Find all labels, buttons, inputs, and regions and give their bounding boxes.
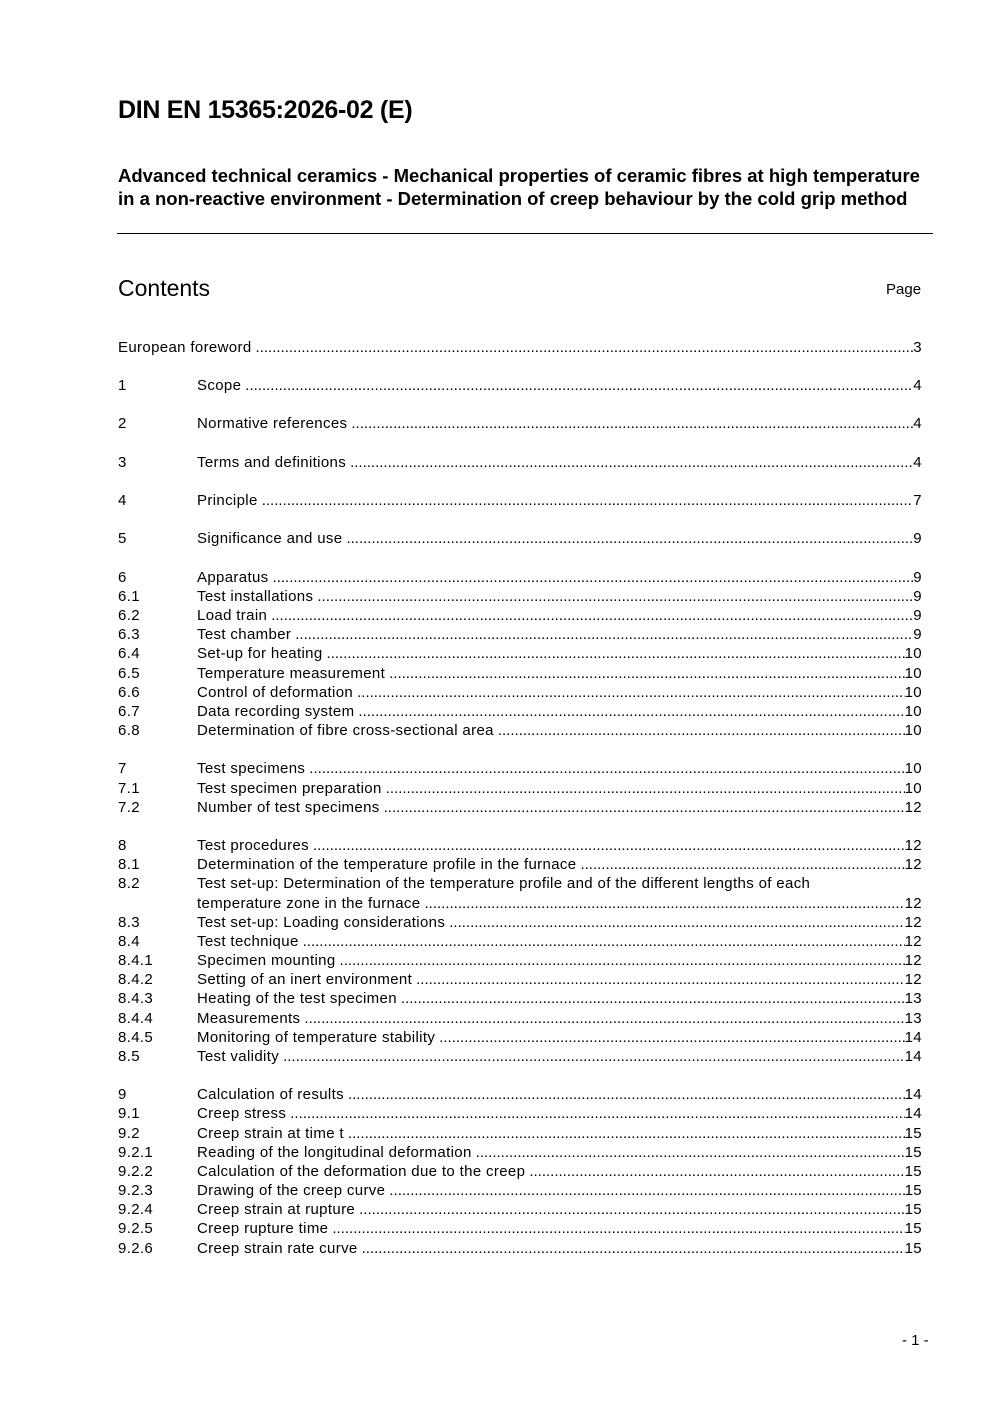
- toc-title: Test specimens: [197, 760, 306, 777]
- toc-page: 4: [913, 454, 922, 471]
- toc-leader: [313, 836, 905, 856]
- toc-page: 10: [904, 645, 922, 662]
- toc-leader: [401, 989, 905, 1009]
- toc-number: 9.1: [118, 1105, 140, 1122]
- toc-entry-8-4-1[interactable]: [118, 951, 922, 971]
- toc-leader: [362, 1239, 905, 1259]
- toc-entry-3[interactable]: [118, 453, 922, 473]
- toc-leader: [439, 1028, 904, 1048]
- toc-title: Temperature measurement: [197, 665, 386, 682]
- toc-number: 9.2: [118, 1125, 140, 1142]
- toc-page: 9: [913, 607, 922, 624]
- toc-title: Test procedures: [197, 837, 309, 854]
- toc-number: 6: [118, 569, 127, 586]
- toc-leader: [346, 529, 913, 549]
- toc-entry-9-2[interactable]: [118, 1124, 922, 1144]
- toc-leader: [309, 759, 904, 779]
- toc-entry-9-2-2[interactable]: [118, 1162, 922, 1182]
- toc-title: Creep rupture time: [197, 1220, 329, 1237]
- toc-number: 9.2.5: [118, 1220, 154, 1237]
- toc-title: Test set-up: Determination of the temperature profile and of the different lengths of each: [197, 875, 811, 892]
- toc-entry-4[interactable]: [118, 491, 922, 511]
- toc-entry-6-3[interactable]: [118, 625, 922, 645]
- toc-leader: [351, 414, 913, 434]
- toc-page: 14: [904, 1086, 922, 1103]
- toc-entry-9-2-4[interactable]: [118, 1200, 922, 1220]
- toc-page: 7: [913, 492, 922, 509]
- toc-entry-9[interactable]: [118, 1085, 922, 1105]
- toc-title: Heating of the test specimen: [197, 990, 397, 1007]
- toc-number: 8.1: [118, 856, 140, 873]
- toc-entry-9-2-5[interactable]: [118, 1219, 922, 1239]
- toc-title: Calculation of the deformation due to the creep: [197, 1163, 526, 1180]
- toc-leader: [327, 644, 905, 664]
- toc-title: Creep strain rate curve: [197, 1240, 358, 1257]
- toc-entry-8[interactable]: [118, 836, 922, 856]
- toc-title: European foreword: [118, 339, 252, 356]
- toc-title: Significance and use: [197, 530, 343, 547]
- toc-page: 15: [904, 1201, 922, 1218]
- toc-entry-8-4[interactable]: [118, 932, 922, 952]
- toc-number: 9.2.1: [118, 1144, 154, 1161]
- toc-number: 3: [118, 454, 127, 471]
- toc-leader: [359, 1200, 904, 1220]
- toc-number: 8.4: [118, 933, 140, 950]
- toc-entry-9-2-3[interactable]: [118, 1181, 922, 1201]
- toc-leader: [304, 1009, 904, 1029]
- toc-title: Control of deformation: [197, 684, 354, 701]
- toc-page: 15: [904, 1144, 922, 1161]
- toc-number: 4: [118, 492, 127, 509]
- toc-number: 6.4: [118, 645, 140, 662]
- toc-entry-5[interactable]: [118, 529, 922, 549]
- toc-leader: [290, 1104, 904, 1124]
- toc-page: 12: [904, 856, 922, 873]
- toc-entry-8-2-continued[interactable]: [118, 894, 922, 914]
- toc-leader: [357, 683, 904, 703]
- toc-page: 10: [904, 684, 922, 701]
- toc-page: 10: [904, 780, 922, 797]
- toc-number: 2: [118, 415, 127, 432]
- toc-page: 15: [904, 1240, 922, 1257]
- toc-title-continued: temperature zone in the furnace: [197, 895, 421, 912]
- toc-page: 15: [904, 1220, 922, 1237]
- toc-page: 12: [904, 799, 922, 816]
- page-column-label: Page: [886, 281, 922, 298]
- toc-title: Test technique: [197, 933, 299, 950]
- toc-leader: [271, 606, 913, 626]
- toc-number: 6.3: [118, 626, 140, 643]
- toc-number: 9.2.4: [118, 1201, 154, 1218]
- toc-title: Scope: [197, 377, 242, 394]
- toc-page: 9: [913, 626, 922, 643]
- toc-page: 4: [913, 415, 922, 432]
- toc-page: 15: [904, 1125, 922, 1142]
- toc-entry-6-6[interactable]: [118, 683, 922, 703]
- toc-leader: [317, 587, 913, 607]
- toc-page: 12: [904, 933, 922, 950]
- toc-entry-6-8[interactable]: [118, 721, 922, 741]
- toc-title: Test validity: [197, 1048, 280, 1065]
- toc-leader: [580, 855, 904, 875]
- toc-title: Creep stress: [197, 1105, 287, 1122]
- toc-leader: [529, 1162, 904, 1182]
- toc-leader: [340, 951, 905, 971]
- toc-page: 12: [904, 895, 922, 912]
- toc-page: 9: [913, 569, 922, 586]
- toc-leader: [350, 453, 913, 473]
- toc-leader: [476, 1143, 905, 1163]
- toc-page: 15: [904, 1163, 922, 1180]
- toc-number: 8: [118, 837, 127, 854]
- toc-leader: [348, 1124, 905, 1144]
- toc-entry-9-1[interactable]: [118, 1104, 922, 1124]
- toc-entry-8-4-5[interactable]: [118, 1028, 922, 1048]
- toc-page: 14: [904, 1048, 922, 1065]
- toc-page: 13: [904, 990, 922, 1007]
- toc-page: 12: [904, 914, 922, 931]
- toc-entry-8-3[interactable]: [118, 913, 922, 933]
- toc-title: Creep strain at time t: [197, 1125, 344, 1142]
- toc-entry-6[interactable]: [118, 568, 922, 588]
- toc-entry-6-4[interactable]: [118, 644, 922, 664]
- toc-number: 8.5: [118, 1048, 140, 1065]
- toc-page: 15: [904, 1182, 922, 1199]
- toc-entry-7-2[interactable]: [118, 798, 922, 818]
- toc-title: Terms and definitions: [197, 454, 347, 471]
- toc-leader: [389, 664, 904, 684]
- toc-leader: [386, 779, 905, 799]
- toc-page: 10: [904, 665, 922, 682]
- toc-title: Calculation of results: [197, 1086, 344, 1103]
- toc-leader: [416, 970, 904, 990]
- toc-entry-7[interactable]: [118, 759, 922, 779]
- toc-page: 13: [904, 1010, 922, 1027]
- toc-page: 12: [904, 952, 922, 969]
- toc-title: Principle: [197, 492, 258, 509]
- toc-page: 10: [904, 703, 922, 720]
- toc-number: 8.3: [118, 914, 140, 931]
- toc-entry-2[interactable]: [118, 414, 922, 434]
- toc-leader: [424, 894, 904, 914]
- toc-page: 14: [904, 1029, 922, 1046]
- toc-title: Drawing of the creep curve: [197, 1182, 386, 1199]
- toc-leader: [256, 338, 914, 358]
- toc-title: Test set-up: Loading considerations: [197, 914, 446, 931]
- toc-title: Test installations: [197, 588, 314, 605]
- toc-title: Setting of an inert environment: [197, 971, 413, 988]
- toc-leader: [358, 702, 904, 722]
- toc-number: 7.1: [118, 780, 140, 797]
- toc-title: Test specimen preparation: [197, 780, 382, 797]
- toc-title: Reading of the longitudinal deformation: [197, 1144, 472, 1161]
- toc-page: 3: [913, 339, 922, 356]
- toc-title: Monitoring of temperature stability: [197, 1029, 436, 1046]
- toc-number: 7.2: [118, 799, 140, 816]
- toc-entry-6-5[interactable]: [118, 664, 922, 684]
- toc-number: 6.1: [118, 588, 140, 605]
- toc-leader: [498, 721, 905, 741]
- toc-number: 1: [118, 377, 127, 394]
- toc-title: Specimen mounting: [197, 952, 336, 969]
- toc-leader: [449, 913, 904, 933]
- toc-number: 6.8: [118, 722, 140, 739]
- toc-entry-6-7[interactable]: [118, 702, 922, 722]
- toc-page: 4: [913, 377, 922, 394]
- toc-page: 12: [904, 837, 922, 854]
- toc-title: Creep strain at rupture: [197, 1201, 356, 1218]
- toc-number: 6.5: [118, 665, 140, 682]
- toc-number: 7: [118, 760, 127, 777]
- toc-number: 9.2.6: [118, 1240, 154, 1257]
- toc-entry-9-2-6[interactable]: [118, 1239, 922, 1259]
- toc-leader: [273, 568, 914, 588]
- toc-title: Test chamber: [197, 626, 292, 643]
- toc-leader: [245, 376, 913, 396]
- toc-number: 9: [118, 1086, 127, 1103]
- toc-title: Apparatus: [197, 569, 269, 586]
- toc-number: 9.2.3: [118, 1182, 154, 1199]
- doc-title: Advanced technical ceramics - Mechanical properties of ceramic fibres at high temperature in a non-reactive environment - Determination of creep behaviour by the cold grip method: [118, 165, 920, 209]
- toc-entry-1[interactable]: [118, 376, 922, 396]
- toc-entry-6-1[interactable]: [118, 587, 922, 607]
- toc-page: 9: [913, 588, 922, 605]
- toc-leader: [348, 1085, 905, 1105]
- contents-heading: Contents: [118, 275, 211, 301]
- toc-leader: [262, 491, 914, 511]
- page-number: - 1 -: [902, 1332, 929, 1349]
- toc-title: Measurements: [197, 1010, 301, 1027]
- toc-page: 9: [913, 530, 922, 547]
- toc-entry-8-5[interactable]: [118, 1047, 922, 1067]
- toc-entry-8-1[interactable]: [118, 855, 922, 875]
- toc-leader: [389, 1181, 904, 1201]
- toc-number: 6.7: [118, 703, 140, 720]
- toc-number: 6.6: [118, 684, 140, 701]
- toc-leader: [283, 1047, 905, 1067]
- toc-number: 8.4.2: [118, 971, 154, 988]
- toc-title: Data recording system: [197, 703, 355, 720]
- toc-leader: [332, 1219, 904, 1239]
- toc-leader: [303, 932, 905, 952]
- toc-entry-8-4-4[interactable]: [118, 1009, 922, 1029]
- toc-entry-european-foreword[interactable]: [118, 338, 922, 358]
- toc-title: Determination of fibre cross-sectional area: [197, 722, 494, 739]
- toc-number: 8.4.1: [118, 952, 154, 969]
- toc-number: 8.4.5: [118, 1029, 154, 1046]
- toc-title: Number of test specimens: [197, 799, 380, 816]
- toc-number: 8.4.3: [118, 990, 154, 1007]
- toc-entry-8-4-2[interactable]: [118, 970, 922, 990]
- toc-number: 8.4.4: [118, 1010, 154, 1027]
- toc-entry-8-2[interactable]: [118, 874, 922, 894]
- toc-number: 5: [118, 530, 127, 547]
- doc-number: DIN EN 15365:2026-02 (E): [118, 96, 413, 124]
- toc-entry-9-2-1[interactable]: [118, 1143, 922, 1163]
- toc-page: 12: [904, 971, 922, 988]
- toc-number: 6.2: [118, 607, 140, 624]
- toc-title: Normative references: [197, 415, 348, 432]
- toc-number: 9.2.2: [118, 1163, 154, 1180]
- toc-page: 10: [904, 760, 922, 777]
- toc-entry-8-4-3[interactable]: [118, 989, 922, 1009]
- toc-title: Set-up for heating: [197, 645, 323, 662]
- toc-page: 10: [904, 722, 922, 739]
- toc-leader: [295, 625, 913, 645]
- toc-page: 14: [904, 1105, 922, 1122]
- toc-title: Load train: [197, 607, 268, 624]
- toc-number: 8.2: [118, 875, 140, 892]
- toc-entry-6-2[interactable]: [118, 606, 922, 626]
- toc-entry-7-1[interactable]: [118, 779, 922, 799]
- toc-leader: [384, 798, 905, 818]
- toc-title: Determination of the temperature profile in the furnace: [197, 856, 577, 873]
